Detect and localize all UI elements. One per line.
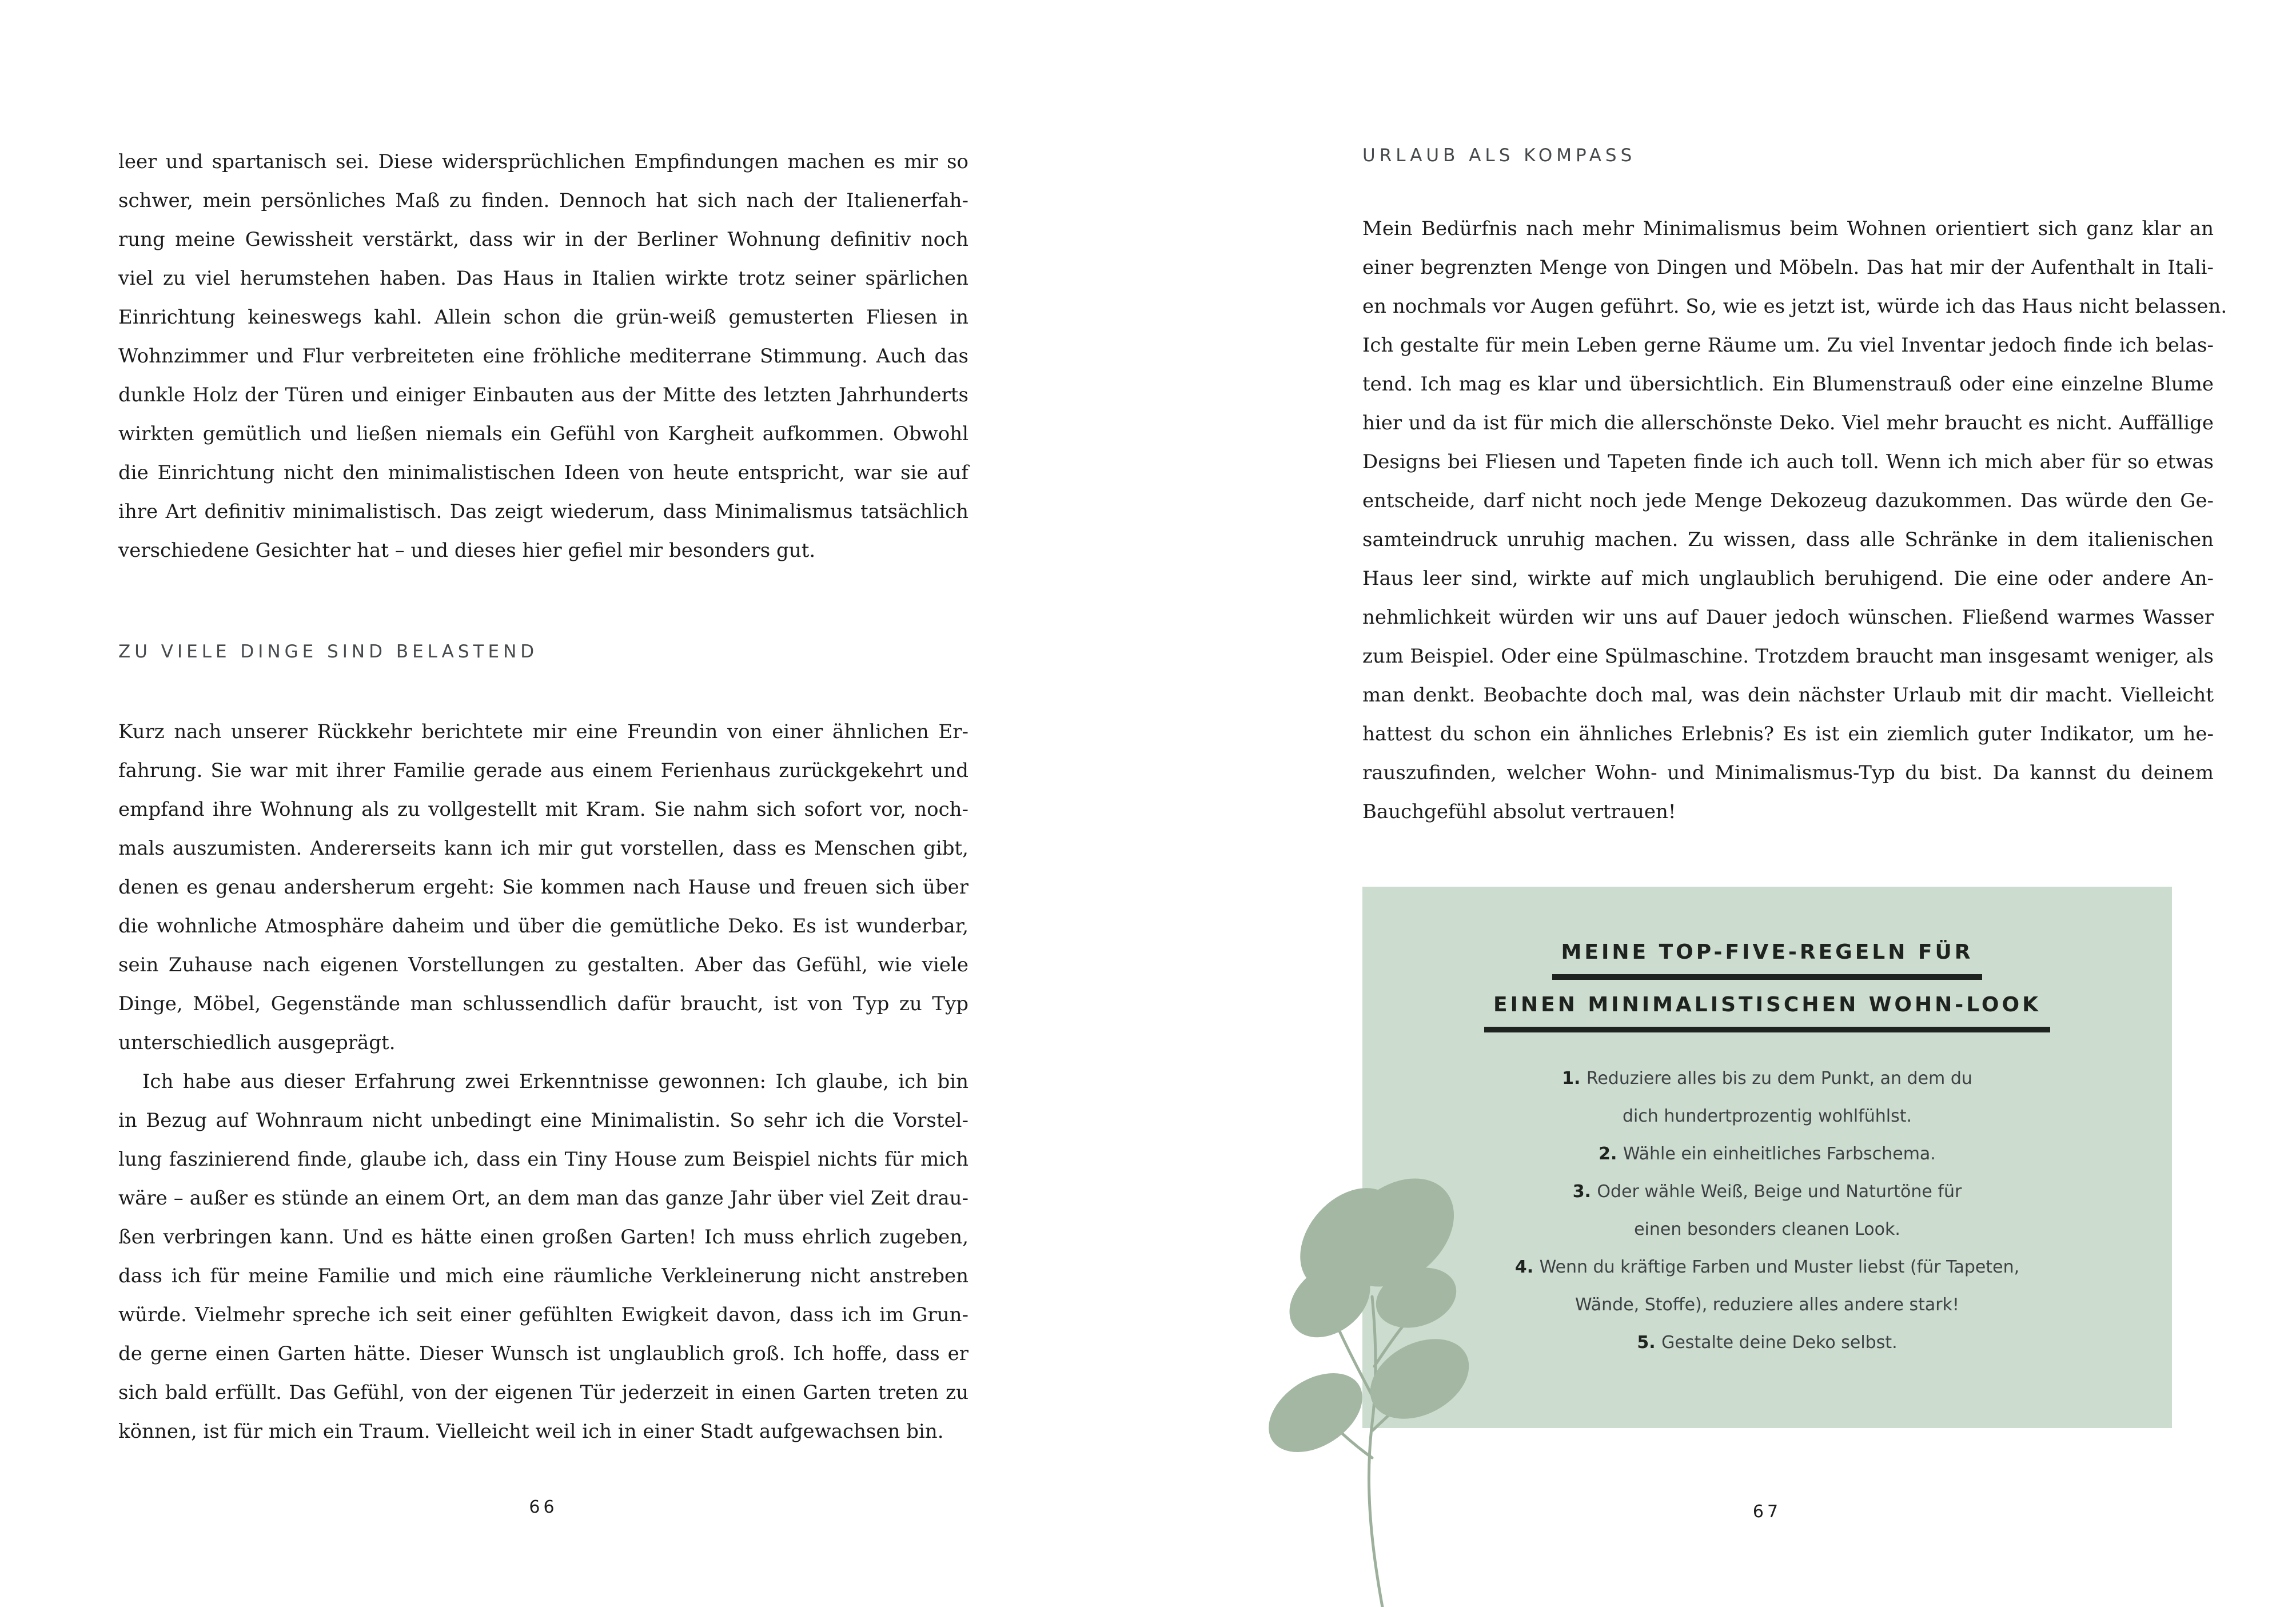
text-line: Ich gestalte für mein Leben gerne Räume um. Zu viel Inventar jedoch finde ich belas- <box>1362 334 2214 357</box>
text-line: Haus leer sind, wirkte auf mich unglaublich beruhigend. Die eine oder andere An- <box>1362 567 2214 590</box>
text-line: Designs bei Fliesen und Tapeten finde ich auch toll. Wenn ich mich aber für so etwas <box>1362 450 2214 473</box>
text-line: fahrung. Sie war mit ihrer Familie gerade aus einem Ferienhaus zurückgekehrt und <box>118 759 968 782</box>
rules-list <box>1362 1060 2172 1362</box>
text-line: können, ist für mich ein Traum. Vielleicht weil ich in einer Stadt aufgewachsen bin. <box>118 1420 944 1443</box>
text-line: die Einrichtung nicht den minimalistischen Ideen von heute entspricht, war sie auf <box>118 461 968 484</box>
text-line: verschiedene Gesichter hat – und dieses hier gefiel mir besonders gut. <box>118 539 816 562</box>
rule-line: dich hundertprozentig wohlfühlst. <box>1622 1106 1912 1126</box>
text-line: in Bezug auf Wohnraum nicht unbedingt eine Minimalistin. So sehr ich die Vorstel- <box>118 1109 968 1132</box>
body-paragraph <box>1362 209 2227 831</box>
rules-box <box>1362 887 2172 1428</box>
text-line: die wohnliche Atmosphäre daheim und über die gemütliche Deko. Es ist wunderbar, <box>118 915 968 938</box>
text-line: sich bald erfüllt. Das Gefühl, von der eigenen Tür jederzeit in einen Garten treten zu <box>118 1381 968 1404</box>
left-page <box>118 142 968 1451</box>
body-paragraph <box>118 142 968 570</box>
body-paragraph <box>118 712 968 1062</box>
text-line: schwer, mein persönliches Maß zu finden. Dennoch hat sich nach der Italienerfah- <box>118 189 968 212</box>
rule-line: 4. Wenn du kräftige Farben und Muster liebst (für Tapeten, <box>1514 1257 2020 1277</box>
text-line: Ich habe aus dieser Erfahrung zwei Erkenntnisse gewonnen: Ich glaube, ich bin <box>142 1070 968 1093</box>
text-line: en nochmals vor Augen geführt. So, wie es jetzt ist, würde ich das Haus nicht belassen. <box>1362 295 2227 318</box>
text-line: lung faszinierend finde, glaube ich, dass ein Tiny House zum Beispiel nichts für mich <box>118 1148 968 1171</box>
page-number-right: 67 <box>1752 1502 1782 1522</box>
rule-line: 2. Wähle ein einheitliches Farbschema. <box>1599 1144 1936 1164</box>
rule-line: 1. Reduziere alles bis zu dem Punkt, an dem du <box>1562 1068 1972 1088</box>
text-line: ßen verbringen kann. Und es hätte einen großen Garten! Ich muss ehrlich zugeben, <box>118 1226 968 1249</box>
text-line: dunkle Holz der Türen und einiger Einbauten aus der Mitte des letzten Jahrhunderts <box>118 384 968 406</box>
rules-box-title-line1: MEINE TOP-FIVE-REGELN FÜR <box>1552 940 1983 980</box>
text-line: Dinge, Möbel, Gegenstände man schlussendlich dafür braucht, ist von Typ zu Typ <box>118 992 968 1015</box>
text-line: ihre Art definitiv minimalistisch. Das zeigt wiederum, dass Minimalismus tatsächlich <box>118 500 968 523</box>
text-line: hier und da ist für mich die allerschönste Deko. Viel mehr braucht es nicht. Auffällige <box>1362 412 2214 434</box>
text-line: samteindruck unruhig machen. Zu wissen, dass alle Schränke in dem italienischen <box>1362 528 2214 551</box>
rule-line: 5. Gestalte deine Deko selbst. <box>1637 1333 1898 1353</box>
text-line: rung meine Gewissheit verstärkt, dass wir in der Berliner Wohnung definitiv noch <box>118 228 968 251</box>
text-line: Kurz nach unserer Rückkehr berichtete mir eine Freundin von einer ähnlichen Er- <box>118 720 968 743</box>
text-line: sein Zuhause nach eigenen Vorstellungen zu gestalten. Aber das Gefühl, wie viele <box>118 954 968 976</box>
text-line: mals auszumisten. Andererseits kann ich mir gut vorstellen, dass es Menschen gibt, <box>118 837 968 860</box>
text-line: de gerne einen Garten hätte. Dieser Wunsch ist unglaublich groß. Ich hoffe, dass er <box>118 1342 968 1365</box>
page-heading: URLAUB ALS KOMPASS <box>1362 145 1636 166</box>
page-number-left: 66 <box>529 1497 558 1517</box>
text-line: tend. Ich mag es klar und übersichtlich. Ein Blumenstrauß oder eine einzelne Blume <box>1362 373 2214 396</box>
section-heading: ZU VIELE DINGE SIND BELASTEND <box>118 641 539 662</box>
text-line: würde. Vielmehr spreche ich seit einer gefühlten Ewigkeit davon, dass ich im Grun- <box>118 1303 968 1326</box>
text-line: wäre – außer es stünde an einem Ort, an dem man das ganze Jahr über viel Zeit drau- <box>118 1187 968 1210</box>
rule-line: einen besonders cleanen Look. <box>1634 1219 1900 1239</box>
text-line: entscheide, darf nicht noch jede Menge Dekozeug dazukommen. Das würde den Ge- <box>1362 489 2214 512</box>
text-line: Einrichtung keineswegs kahl. Allein schon die grün-weiß gemusterten Fliesen in <box>118 306 968 329</box>
text-line: hattest du schon ein ähnliches Erlebnis? Es ist ein ziemlich guter Indikator, um he- <box>1362 723 2214 745</box>
body-paragraph <box>118 1062 968 1451</box>
rule-number: 3. <box>1572 1182 1597 1202</box>
text-line: Wohnzimmer und Flur verbreiteten eine fröhliche mediterrane Stimmung. Auch das <box>118 345 968 368</box>
text-line: leer und spartanisch sei. Diese widersprüchlichen Empfindungen machen es mir so <box>118 150 968 173</box>
text-line: Bauchgefühl absolut vertrauen! <box>1362 800 1676 823</box>
text-line: einer begrenzten Menge von Dingen und Möbeln. Das hat mir der Aufenthalt in Itali- <box>1362 256 2214 279</box>
text-line: man denkt. Beobachte doch mal, was dein nächster Urlaub mit dir macht. Vielleicht <box>1362 684 2214 707</box>
rule-line: 3. Oder wähle Weiß, Beige und Naturtöne für <box>1572 1182 1962 1202</box>
text-line: dass ich für meine Familie und mich eine räumliche Verkleinerung nicht anstreben <box>118 1265 968 1287</box>
rule-line: Wände, Stoffe), reduziere alles andere stark! <box>1575 1295 1959 1315</box>
rule-number: 4. <box>1514 1257 1540 1277</box>
text-line: Mein Bedürfnis nach mehr Minimalismus beim Wohnen orientiert sich ganz klar an <box>1362 217 2214 240</box>
rules-box-title-line2: EINEN MINIMALISTISCHEN WOHN-LOOK <box>1484 992 2050 1032</box>
text-line: unterschiedlich ausgeprägt. <box>118 1031 396 1054</box>
rule-number: 1. <box>1562 1068 1587 1088</box>
text-line: rauszufinden, welcher Wohn- und Minimalismus-Typ du bist. Da kannst du deinem <box>1362 761 2214 784</box>
text-line: wirkten gemütlich und ließen niemals ein Gefühl von Kargheit aufkommen. Obwohl <box>118 422 968 445</box>
text-line: denen es genau andersherum ergeht: Sie kommen nach Hause und freuen sich über <box>118 876 968 899</box>
rule-number: 5. <box>1637 1333 1662 1353</box>
text-line: nehmlichkeit würden wir uns auf Dauer jedoch wünschen. Fließend warmes Wasser <box>1362 606 2214 629</box>
text-line: viel zu viel herumstehen haben. Das Haus in Italien wirkte trotz seiner spärlichen <box>118 267 968 290</box>
text-line: zum Beispiel. Oder eine Spülmaschine. Trotzdem braucht man insgesamt weniger, als <box>1362 645 2214 668</box>
rule-number: 2. <box>1599 1144 1623 1164</box>
right-page <box>1362 136 2227 1428</box>
text-line: empfand ihre Wohnung als zu vollgestellt mit Kram. Sie nahm sich sofort vor, noch- <box>118 798 968 821</box>
